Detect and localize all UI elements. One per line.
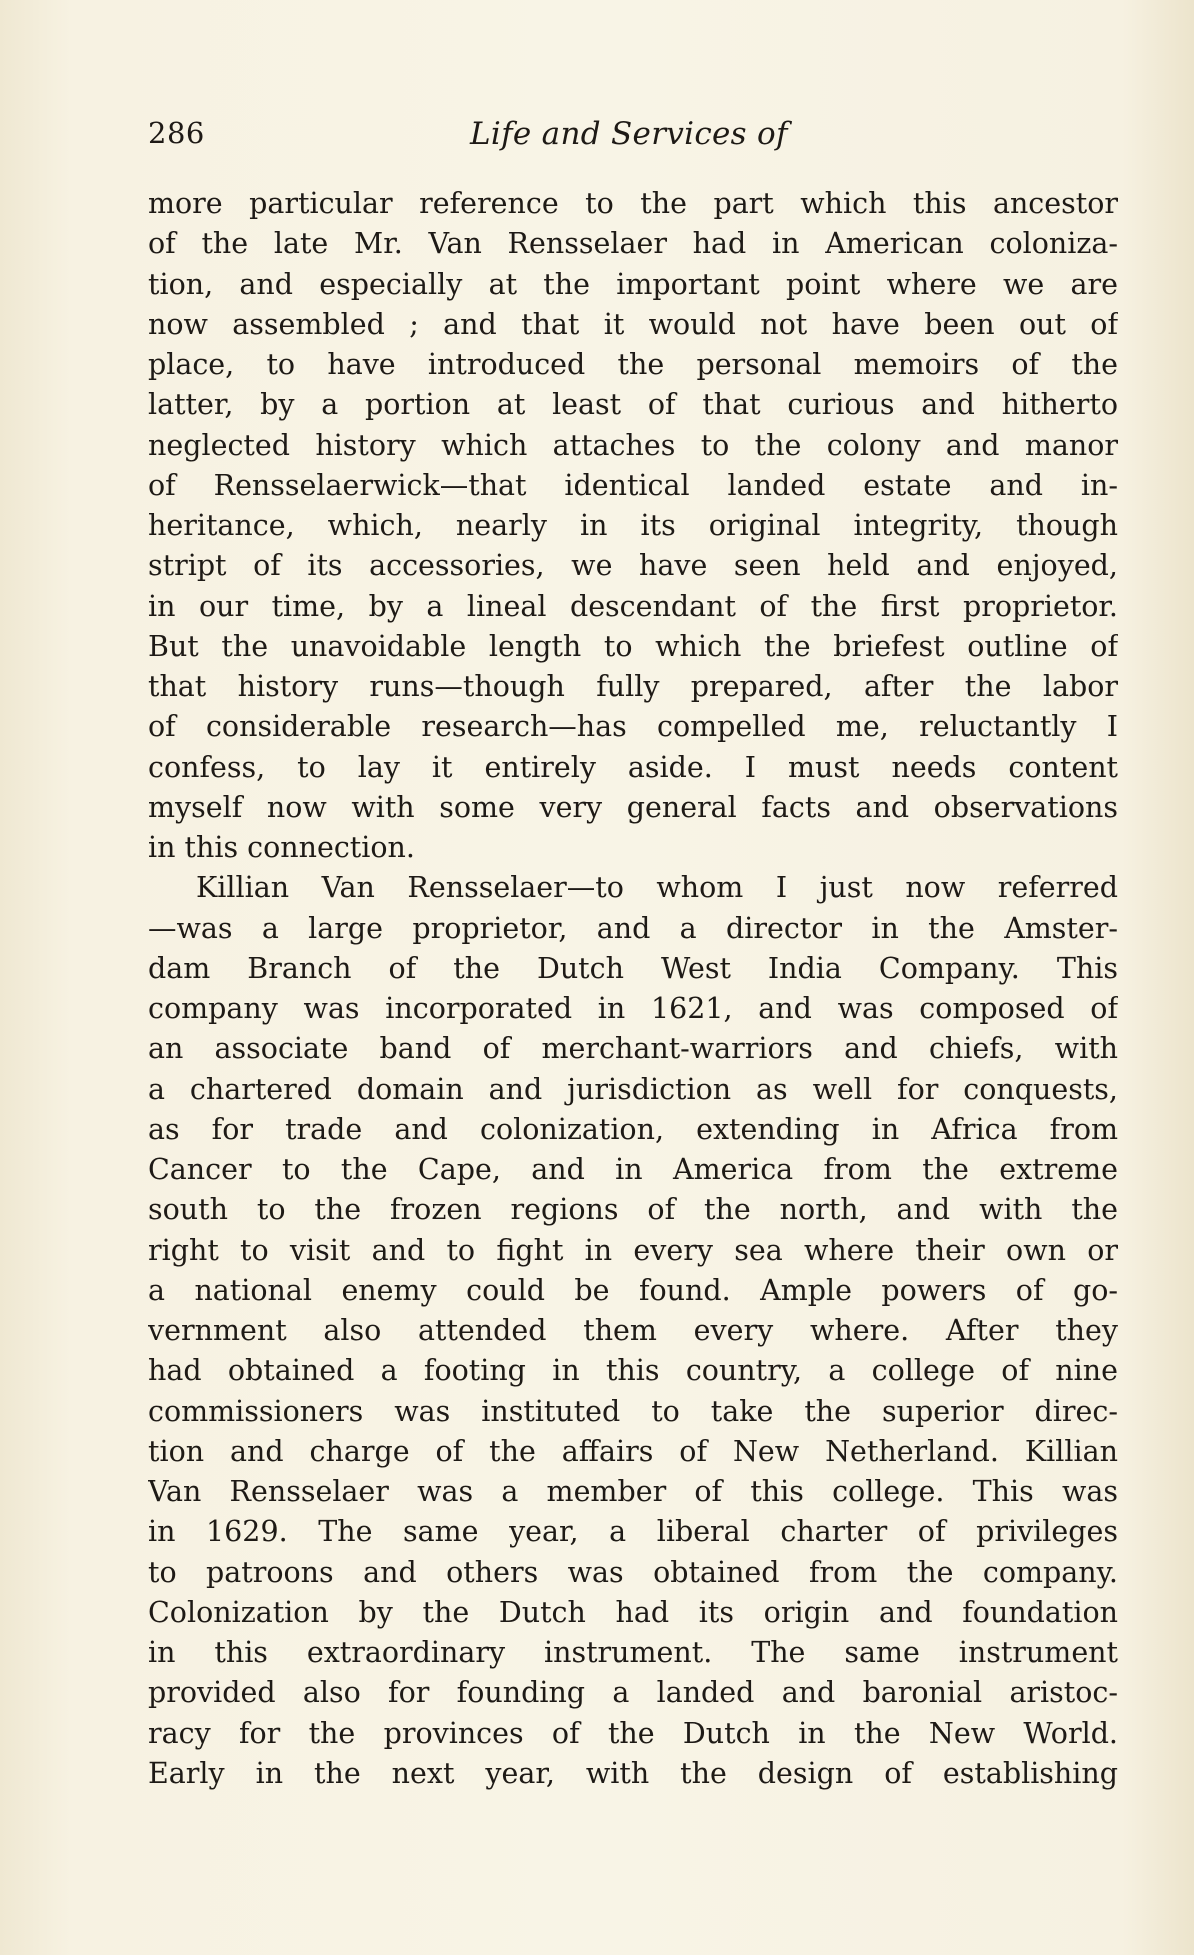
text-line: racy for the provinces of the Dutch in the New World. — [148, 1716, 1118, 1750]
text-line: But the unavoidable length to which the briefest outline of — [148, 629, 1118, 663]
text-line: latter, by a portion at least of that curious and hitherto — [148, 388, 1118, 422]
text-line: of Rensselaerwick—that identical landed estate and in- — [148, 468, 1118, 502]
text-line: as for trade and colonization, extending in Africa from — [148, 1112, 1118, 1146]
text-line: south to the frozen regions of the north, and with the — [148, 1193, 1118, 1227]
text-line: company was incorporated in 1621, and was composed of — [148, 992, 1118, 1025]
text-line: heritance, which, nearly in its original integrity, though — [148, 509, 1118, 542]
text-line: Van Rensselaer was a member of this college. This was — [148, 1475, 1118, 1508]
text-line: had obtained a footing in this country, a college of nine — [148, 1354, 1118, 1388]
running-head: Life and Services of — [470, 116, 788, 152]
text-line: Colonization by the Dutch had its origin and foundation — [148, 1595, 1118, 1629]
text-line: provided also for founding a landed and baronial aristoc- — [148, 1676, 1118, 1710]
text-line: more particular reference to the part which this ancestor — [148, 187, 1118, 220]
paragraph-end-line: in this connection. — [148, 831, 415, 864]
page-number: 286 — [148, 116, 205, 150]
text-line: of the late Mr. Van Rensselaer had in American coloniza- — [148, 227, 1118, 261]
text-line: now assembled ; and that it would not have been out of — [148, 307, 1118, 341]
text-line: to patroons and others was obtained from the company. — [148, 1555, 1118, 1589]
text-line: in 1629. The same year, a liberal charter of privileges — [148, 1515, 1118, 1549]
text-line: Early in the next year, with the design of establishing — [148, 1756, 1118, 1790]
text-line: dam Branch of the Dutch West India Company. This — [148, 951, 1118, 985]
text-line: an associate band of merchant-warriors and chiefs, with — [148, 1032, 1118, 1066]
paragraph-first-line: Killian Van Rensselaer—to whom I just now referred — [196, 871, 1118, 905]
text-line: a national enemy could be found. Ample powers of go- — [148, 1273, 1118, 1307]
body-text — [148, 184, 1118, 1794]
text-line: neglected history which attaches to the colony and manor — [148, 428, 1118, 462]
text-line: place, to have introduced the personal memoirs of the — [148, 348, 1118, 381]
text-line: in this extraordinary instrument. The same instrument — [148, 1636, 1118, 1669]
text-line: tion, and especially at the important point where we are — [148, 267, 1118, 301]
text-line: vernment also attended them every where. After they — [148, 1314, 1118, 1347]
text-line: that history runs—though fully prepared, after the labor — [148, 670, 1118, 703]
text-line: tion and charge of the affairs of New Netherland. Killian — [148, 1434, 1118, 1468]
text-line: —was a large proprietor, and a director in the Amster- — [148, 911, 1118, 945]
page-header — [148, 112, 1118, 160]
text-line: confess, to lay it entirely aside. I must needs content — [148, 750, 1118, 784]
text-line: of considerable research—has compelled me, reluctantly I — [148, 710, 1118, 744]
text-line: a chartered domain and jurisdiction as well for conquests, — [148, 1072, 1118, 1106]
text-line: right to visit and to fight in every sea where their own or — [148, 1233, 1118, 1267]
text-line: myself now with some very general facts and observations — [148, 790, 1118, 824]
text-line: commissioners was instituted to take the superior direc- — [148, 1394, 1118, 1428]
text-line: Cancer to the Cape, and in America from the extreme — [148, 1153, 1118, 1186]
text-line: stript of its accessories, we have seen held and enjoyed, — [148, 549, 1118, 583]
text-line: in our time, by a lineal descendant of the first proprietor. — [148, 589, 1118, 623]
